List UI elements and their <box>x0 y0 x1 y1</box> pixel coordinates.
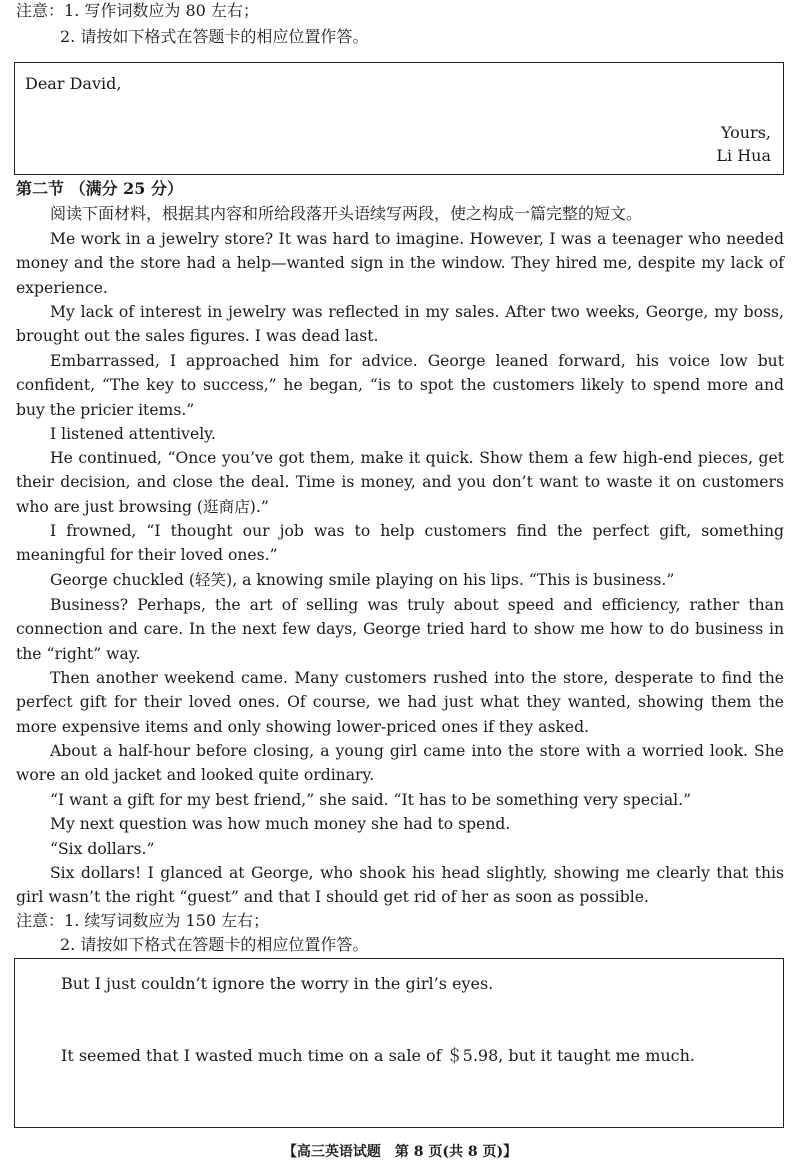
story-paragraph: “I want a gift for my best friend,” she said. “It has to be something very special.” <box>50 791 692 809</box>
story-paragraph: Embarrassed, I approached him for advice. George leaned forward, his voice low but confident, “The key to success,” he began, “is to spot the customers likely to spend more and buy the pricier items.” <box>16 352 784 419</box>
continuation-notes <box>16 910 269 932</box>
story-paragraph: My lack of interest in jewelry was reflected in my sales. After two weeks, George, my boss, brought out the sales figures. I was dead last. <box>16 303 784 346</box>
writing-notes <box>16 0 259 22</box>
story-paragraph: He continued, “Once you’ve got them, make it quick. Show them a few high-end pieces, get their decision, and close the deal. Time is money, and you don’t want to waste it on customers who are just browsing (逛商店).” <box>16 449 784 516</box>
story-paragraph: My next question was how much money she had to spend. <box>50 815 511 833</box>
letter-closing: Yours, <box>720 123 771 142</box>
continuation-answer-box <box>14 958 784 1128</box>
letter-greeting: Dear David, <box>25 74 122 93</box>
paragraph-opening-2: It seemed that I wasted much time on a sale of ＄5.98, but it taught me much. <box>61 1046 696 1065</box>
notes-label: 注意： <box>16 1 65 20</box>
notes-label: 注意： <box>16 911 65 930</box>
section-instruction: 阅读下面材料，根据其内容和所给段落开头语续写两段，使之构成一篇完整的短文。 <box>50 204 643 223</box>
letter-signature: Li Hua <box>716 146 771 165</box>
page-footer: 【高三英语试题 第 8 页(共 8 页)】 <box>282 1144 518 1160</box>
paragraph-opening-1: But I just couldn’t ignore the worry in the girl’s eyes. <box>61 974 494 993</box>
letter-answer-box <box>14 62 784 175</box>
note-item-word-count: 1. 写作词数应为 80 左右； <box>64 1 259 20</box>
story-paragraph: “Six dollars.” <box>50 840 155 858</box>
story-paragraph: Then another weekend came. Many customers rushed into the store, desperate to find the perfect gift for their loved ones. Of course, we had just what they wanted, showing them the more expensive items and only showing lower-priced ones if they asked. <box>16 669 784 736</box>
section-title: 第二节 （满分 25 分） <box>16 179 183 198</box>
story-paragraph: I frowned, “I thought our job was to help customers find the perfect gift, something meaningful for their loved ones.” <box>16 522 784 565</box>
story-paragraph: Business? Perhaps, the art of selling was truly about speed and efficiency, rather than connection and care. In the next few days, George tried hard to show me how to do business in the “right” way. <box>16 596 784 663</box>
note-item-format: 2. 请按如下格式在答题卡的相应位置作答。 <box>60 935 369 954</box>
note-item-format: 2. 请按如下格式在答题卡的相应位置作答。 <box>60 27 369 46</box>
story-paragraph: George chuckled (轻笑), a knowing smile playing on his lips. “This is business.” <box>50 571 675 589</box>
story-paragraph: I listened attentively. <box>50 425 216 443</box>
story-paragraph: Me work in a jewelry store? It was hard to imagine. However, I was a teenager who needed money and the store had a help—wanted sign in the window. They hired me, despite my lack of experience. <box>16 230 784 297</box>
story-paragraph: Six dollars! I glanced at George, who shook his head slightly, showing me clearly that this girl wasn’t the right “guest” and that I should get rid of her as soon as possible. <box>16 864 784 907</box>
note-item-word-count: 1. 续写词数应为 150 左右； <box>64 911 270 930</box>
story-paragraph: About a half-hour before closing, a young girl came into the store with a worried look. She wore an old jacket and looked quite ordinary. <box>16 742 784 785</box>
